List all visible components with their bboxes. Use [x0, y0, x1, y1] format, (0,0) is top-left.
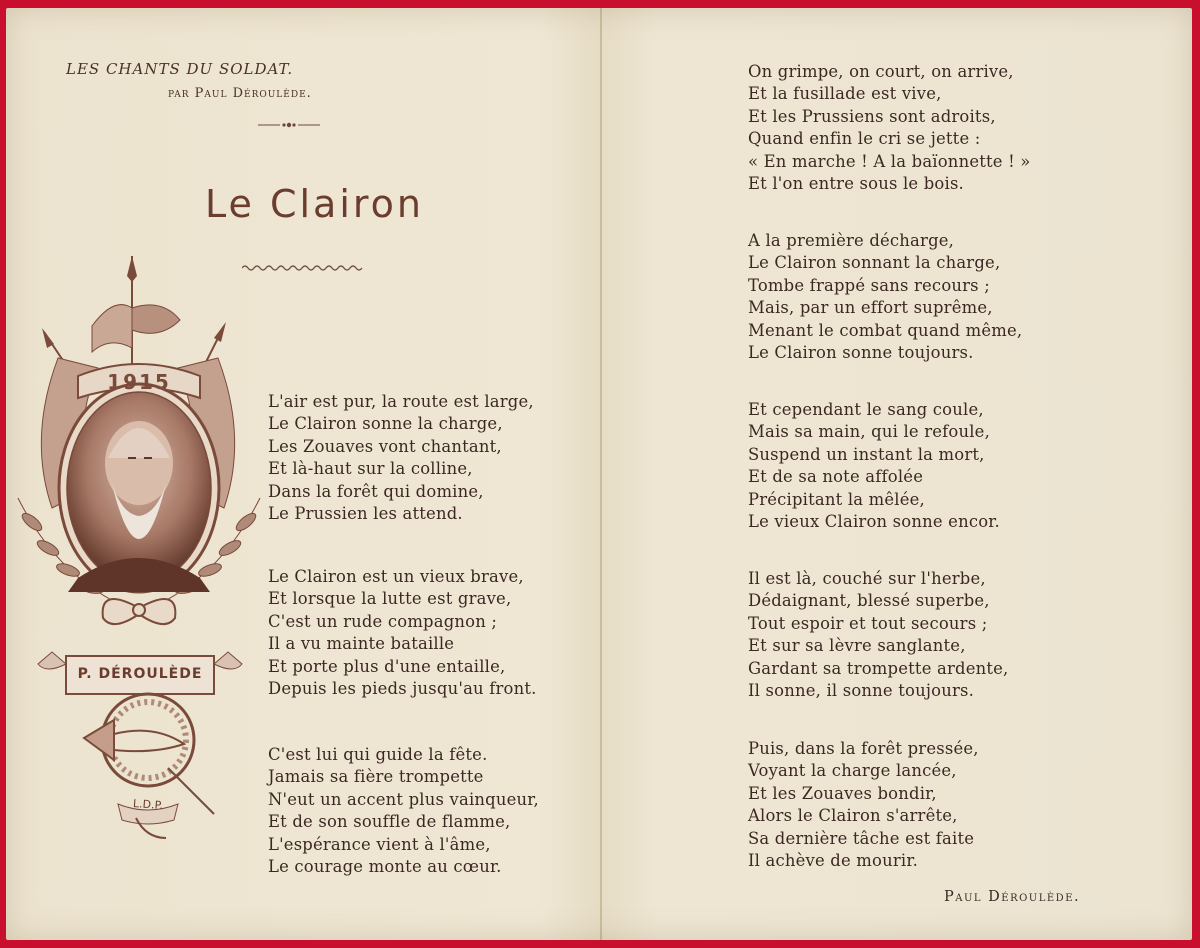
portrait-illustration	[8, 248, 270, 858]
portrait-year: 1915	[107, 370, 171, 394]
verse-line: Précipitant la mêlée,	[748, 489, 925, 509]
stanza-6	[748, 399, 1000, 533]
verse-line: Le courage monte au cœur.	[268, 857, 502, 877]
portrait-name-plate: P. DÉROULÈDE	[77, 666, 203, 682]
verse-line: Menant le combat quand même,	[748, 320, 1023, 340]
portrait-emblem	[8, 248, 270, 858]
collection-title: LES CHANTS DU SOLDAT.	[66, 60, 294, 78]
portrait-monogram: L.D.P.	[132, 796, 164, 813]
verse-line: Le vieux Clairon sonne encor.	[748, 512, 1000, 532]
verse-line: Et sur sa lèvre sanglante,	[748, 636, 966, 656]
verse-line: Il a vu mainte bataille	[268, 634, 455, 654]
verse-line: Gardant sa trompette ardente,	[748, 658, 1009, 678]
verse-line: Il achève de mourir.	[748, 851, 918, 871]
verse-line: Et la fusillade est vive,	[748, 84, 942, 104]
verse-line: Et porte plus d'une entaille,	[268, 656, 506, 676]
verse-line: Suspend un instant la mort,	[748, 444, 985, 464]
stanza-5	[748, 230, 1022, 364]
center-fold	[600, 8, 602, 940]
verse-line: C'est un rude compagnon ;	[268, 611, 498, 631]
stanza-2	[268, 566, 537, 700]
verse-line: Dédaignant, blessé superbe,	[748, 591, 990, 611]
verse-line: Voyant la charge lancée,	[748, 761, 957, 781]
poem-title: Le Clairon	[205, 182, 425, 226]
collection-author: par Paul Déroulède.	[168, 86, 312, 101]
verse-line: Tout espoir et tout secours ;	[748, 613, 988, 633]
verse-line: Puis, dans la forêt pressée,	[748, 739, 979, 758]
verse-line: On grimpe, on court, on arrive,	[748, 62, 1014, 81]
verse-line: Mais, par un effort suprême,	[748, 298, 993, 318]
verse-line: Le Prussien les attend.	[268, 504, 463, 524]
verse-line: L'air est pur, la route est large,	[268, 392, 534, 411]
stanza-4	[748, 61, 1031, 195]
stanza-7	[748, 568, 1008, 702]
verse-line: Et de sa note affolée	[748, 467, 924, 487]
verse-line: Alors le Clairon s'arrête,	[748, 806, 958, 826]
verse-line: Le Clairon sonne toujours.	[748, 343, 974, 363]
stanza-3	[268, 744, 539, 878]
divider-ornament	[258, 120, 320, 130]
verse-line: Jamais sa fière trompette	[268, 767, 484, 787]
verse-line: A la première décharge,	[748, 231, 955, 250]
verse-line: Et lorsque la lutte est grave,	[268, 589, 512, 609]
verse-line: Le Clairon est un vieux brave,	[268, 567, 524, 586]
verse-line: Et l'on entre sous le bois.	[748, 174, 964, 194]
verse-line: L'espérance vient à l'âme,	[268, 834, 491, 854]
stanza-8	[748, 738, 979, 872]
verse-line: Il sonne, il sonne toujours.	[748, 681, 975, 701]
verse-line: C'est lui qui guide la fête.	[268, 745, 488, 764]
bugle-icon	[84, 720, 184, 760]
verse-line: Sa dernière tâche est faite	[748, 828, 975, 848]
verse-line: Et de son souffle de flamme,	[268, 812, 511, 832]
verse-line: Mais sa main, qui le refoule,	[748, 422, 990, 442]
verse-line: Il est là, couché sur l'herbe,	[748, 569, 986, 588]
verse-line: Tombe frappé sans recours ;	[748, 275, 990, 295]
verse-line: Depuis les pieds jusqu'au front.	[268, 679, 537, 699]
verse-line: « En marche ! A la baïonnette ! »	[748, 151, 1031, 171]
verse-line: Le Clairon sonne la charge,	[268, 414, 503, 434]
verse-line: Et les Prussiens sont adroits,	[748, 106, 996, 126]
verse-line: Et les Zouaves bondir,	[748, 783, 937, 803]
verse-line: Quand enfin le cri se jette :	[748, 129, 981, 149]
verse-line: Et cependant le sang coule,	[748, 400, 984, 419]
verse-line: Dans la forêt qui domine,	[268, 481, 484, 501]
stanza-1	[268, 391, 534, 525]
verse-line: Les Zouaves vont chantant,	[268, 436, 502, 456]
verse-line: Et là-haut sur la colline,	[268, 459, 473, 479]
verse-line: N'eut un accent plus vainqueur,	[268, 789, 539, 809]
author-signature: Paul Déroulède.	[944, 889, 1081, 905]
verse-line: Le Clairon sonnant la charge,	[748, 253, 1001, 273]
